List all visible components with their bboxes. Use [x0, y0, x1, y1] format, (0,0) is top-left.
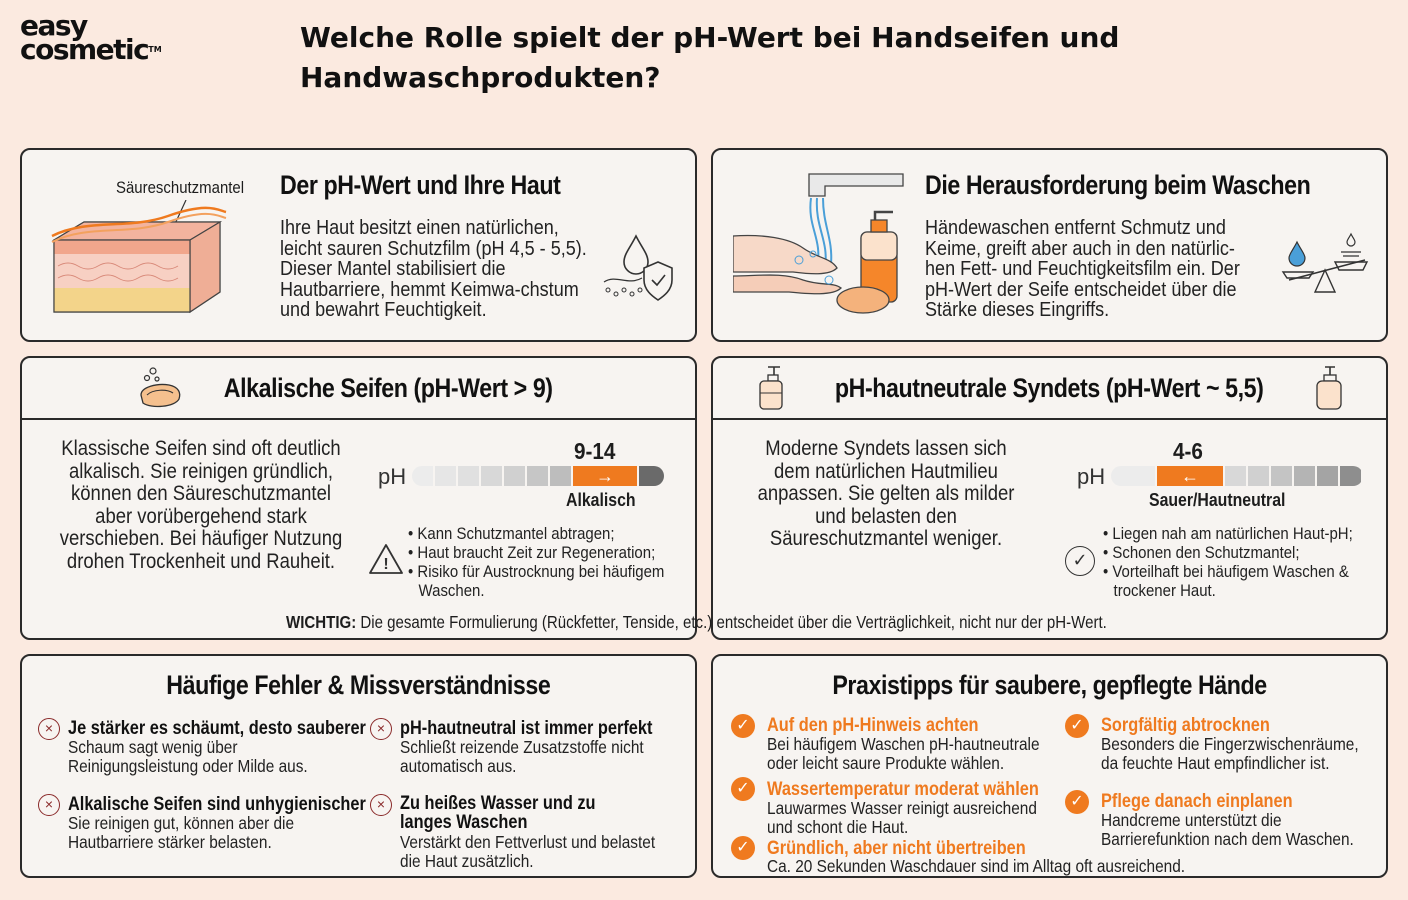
- mistake-1-title: Je stärker es schäumt, desto sauberer: [68, 718, 366, 739]
- syndets-bullet-2: [1103, 543, 1367, 562]
- bullet-mark: •: [1103, 543, 1109, 562]
- syndets-bullet-3: [1103, 562, 1367, 600]
- skin-panel: [20, 148, 697, 342]
- syndets-bullet-1-text: Liegen nah am natürlichen Haut-pH;: [1112, 524, 1353, 543]
- logo-line-2: [20, 33, 190, 66]
- tip-5-title: Pflege danach einplanen: [1101, 791, 1293, 812]
- check-icon: ✓: [1065, 714, 1089, 738]
- alkaline-bullet-2: [408, 543, 672, 562]
- alkaline-heading: Alkalische Seifen (pH-Wert > 9): [224, 372, 553, 403]
- syndets-range-label: Sauer/Hautneutral: [1149, 490, 1286, 510]
- washing-heading: Die Herausforderung beim Waschen: [925, 170, 1311, 200]
- x-circle-icon: ×: [38, 718, 60, 740]
- alkaline-bullet-1-text: Kann Schutzmantel abtragen;: [417, 524, 615, 543]
- warning-icon: [368, 542, 404, 576]
- mistakes-heading: Häufige Fehler & Missverständnisse: [166, 670, 551, 700]
- alkaline-range: 9-14: [574, 438, 616, 464]
- alkaline-text: Klassische Seifen sind oft deutlich alkalisch. Sie reinigen gründlich, können den Säureschutzmantel aber vorübergehend stark verschieben. Bei häufiger Nutzung drohen Trockenheit und Rauheit.: [59, 437, 343, 573]
- check-icon: ✓: [731, 836, 755, 860]
- syndets-bullets: [1103, 524, 1367, 600]
- x-circle-icon: ×: [370, 794, 392, 816]
- alkaline-ph-label: pH: [378, 464, 407, 489]
- washing-text: Händewaschen entfernt Schmutz und Keime, greift aber auch in den natürlic-hen Fett- und Feuchtigkeitsfilm ein. Der pH-Wert der Seife entscheidet über die Stärke dieses Eingriffs.: [925, 216, 1240, 321]
- important-label: WICHTIG:: [286, 612, 357, 632]
- alkaline-range-label: Alkalisch: [566, 490, 636, 510]
- tip-3-text: Ca. 20 Sekunden Waschdauer sind im Alltag oft ausreichend.: [767, 856, 1186, 876]
- syndets-header: [713, 358, 1386, 420]
- alkaline-header: [22, 358, 695, 420]
- check-mark: ✓: [1072, 550, 1088, 570]
- syndets-heading: pH-hautneutrale Syndets (pH-Wert ~ 5,5): [835, 372, 1264, 403]
- alkaline-ph-bar: [412, 466, 664, 486]
- alkaline-bullet-1: [408, 524, 672, 543]
- syndets-panel: [711, 356, 1388, 640]
- tip-3-title: Gründlich, aber nicht übertreiben: [767, 838, 1026, 859]
- alkaline-bullet-3: [408, 562, 672, 600]
- tips-panel: [711, 654, 1388, 878]
- x-circle-icon: ×: [38, 794, 60, 816]
- tip-4-title: Sorgfältig abtrocknen: [1101, 715, 1270, 736]
- mistakes-panel: [20, 654, 697, 878]
- alkaline-bullet-2-text: Haut braucht Zeit zur Regeneration;: [417, 543, 656, 562]
- syndets-ph-bar: [1111, 466, 1363, 486]
- check-icon: ✓: [731, 714, 755, 738]
- important-note: [286, 612, 1107, 633]
- logo: [20, 9, 190, 66]
- bullet-mark: •: [1103, 562, 1109, 581]
- balance-scale-icon: [1279, 230, 1371, 306]
- alkaline-bullet-3-text: Risiko für Austrocknung bei häufigem Waschen.: [417, 562, 665, 600]
- mistake-1-text: Schaum sagt wenig über Reinigungsleistung oder Milde aus.: [68, 737, 308, 776]
- check-icon: ✓: [731, 777, 755, 801]
- pump-bottle-icon: [756, 365, 786, 411]
- skin-label: Säureschutzmantel: [116, 178, 245, 197]
- bullet-mark: •: [408, 562, 414, 581]
- mistake-4-text: Verstärkt den Fettverlust und belastet die Haut zusätzlich.: [400, 832, 656, 871]
- x-circle-icon: ×: [370, 718, 392, 740]
- syndets-ph-label: pH: [1077, 464, 1106, 489]
- mistake-2-text: Schließt reizende Zusatzstoffe nicht automatisch aus.: [400, 737, 644, 776]
- alkaline-range-arrow: →: [573, 466, 637, 486]
- mistake-4-title: Zu heißes Wasser und zu langes Waschen: [400, 793, 596, 833]
- logo-tm: TM: [148, 45, 162, 54]
- syndets-bullet-2-text: Schonen den Schutzmantel;: [1112, 543, 1300, 562]
- warning-mark: !: [383, 556, 389, 573]
- tip-5-text: Handcreme unterstützt die Barrierefunktion nach dem Waschen.: [1101, 810, 1354, 849]
- syndets-text: Moderne Syndets lassen sich dem natürlichen Hautmilieu anpassen. Sie gelten als milder und belasten den Säureschutzmantel weniger.: [757, 437, 1015, 550]
- mistake-3-text: Sie reinigen gut, können aber die Hautbarriere stärker belasten.: [68, 813, 295, 852]
- alkaline-panel: [20, 356, 697, 640]
- syndets-range: 4-6: [1173, 438, 1203, 464]
- bottle-icon: [1313, 365, 1343, 411]
- bullet-mark: •: [1103, 524, 1109, 543]
- logo-line-2-text: cosmetic: [20, 33, 149, 66]
- soap-bar-icon: [137, 365, 183, 411]
- logo-line-1: easy: [20, 9, 87, 42]
- drop-shield-icon: [602, 230, 678, 306]
- hand-washing-illustration: [733, 168, 913, 328]
- alkaline-bullets: [408, 524, 672, 600]
- tip-1-title: Auf den pH-Hinweis achten: [767, 715, 979, 736]
- mistake-2-title: pH-hautneutral ist immer perfekt: [400, 718, 653, 739]
- bullet-mark: •: [408, 524, 414, 543]
- bullet-mark: •: [408, 543, 414, 562]
- mistake-3-title: Alkalische Seifen sind unhygienischer: [68, 794, 366, 815]
- syndets-bullet-1: [1103, 524, 1367, 543]
- skin-text: Ihre Haut besitzt einen natürlichen, leicht sauren Schutzfilm (pH 4,5 - 5,5). Dieser Mantel stabilisiert die Hautbarriere, hemmt Keimwa-chstum und bewahrt Feuchtigkeit.: [280, 216, 587, 321]
- page-title: Welche Rolle spielt der pH-Wert bei Handseifen und Handwaschprodukten?: [300, 21, 1120, 94]
- tip-2-text: Lauwarmes Wasser reinigt ausreichend und schont die Haut.: [767, 798, 1037, 837]
- tip-1-text: Bei häufigem Waschen pH-hautneutrale oder leicht saure Produkte wählen.: [767, 734, 1040, 773]
- tip-4-text: Besonders die Fingerzwischenräume, da feuchte Haut empfindlicher ist.: [1101, 734, 1359, 773]
- skin-heading: Der pH-Wert und Ihre Haut: [280, 170, 561, 200]
- tips-heading: Praxistipps für saubere, gepflegte Hände: [832, 670, 1267, 700]
- syndets-range-arrow: ←: [1157, 466, 1223, 486]
- important-text: Die gesamte Formulierung (Rückfetter, Tenside, etc.) entscheidet über die Verträglichkeit, nicht nur der pH-Wert.: [356, 612, 1107, 632]
- tip-2-title: Wassertemperatur moderat wählen: [767, 779, 1039, 800]
- washing-panel: [711, 148, 1388, 342]
- check-circle-icon: [1065, 546, 1095, 576]
- syndets-bullet-3-text: Vorteilhaft bei häufigem Waschen & trockener Haut.: [1112, 562, 1349, 600]
- check-icon: ✓: [1065, 790, 1089, 814]
- skin-layers-illustration: [48, 200, 228, 320]
